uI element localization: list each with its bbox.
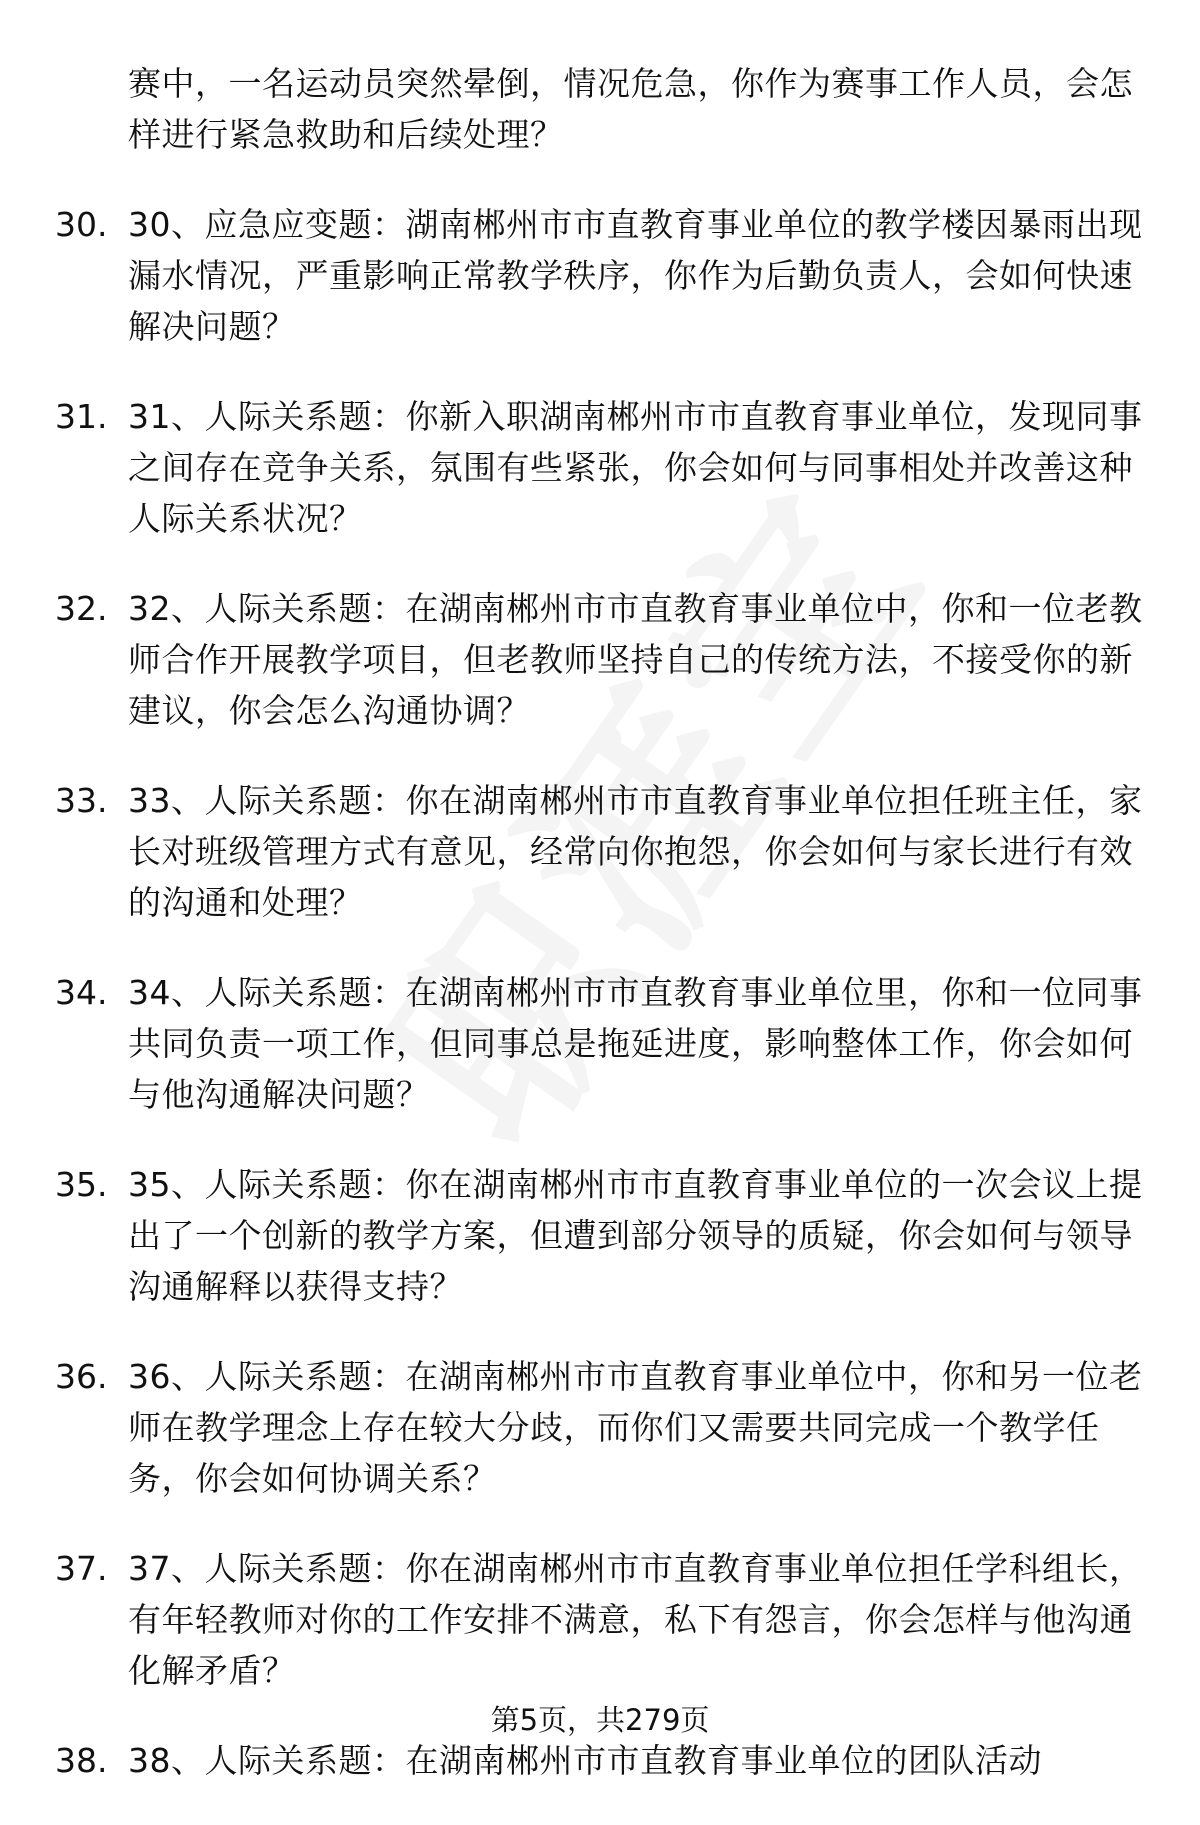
item-number: 35. [55, 1165, 108, 1204]
item-number: 37. [55, 1549, 108, 1588]
item-text: 34、人际关系题：在湖南郴州市市直教育事业单位里，你和一位同事共同负责一项工作，但同事总是拖延进度，影响整体工作，你会如何与他沟通解决问题？ [128, 973, 1143, 1114]
list-item [0, 967, 1200, 1120]
item-text: 38、人际关系题：在湖南郴州市市直教育事业单位的团队活动 [128, 1741, 1042, 1780]
item-number: 32. [55, 589, 108, 628]
item-text: 33、人际关系题：你在湖南郴州市市直教育事业单位担任班主任，家长对班级管理方式有意见，经常向你抱怨，你会如何与家长进行有效的沟通和处理？ [128, 781, 1143, 922]
list-item [0, 1543, 1200, 1696]
item-number: 38. [55, 1741, 108, 1780]
list-item [0, 1351, 1200, 1504]
item-number: 34. [55, 973, 108, 1012]
item-text: 37、人际关系题：你在湖南郴州市市直教育事业单位担任学科组长，有年轻教师对你的工作安排不满意，私下有怨言，你会怎样与他沟通化解矛盾？ [128, 1549, 1143, 1690]
question-list [0, 58, 1200, 1825]
item-text: 赛中，一名运动员突然晕倒，情况危急，你作为赛事工作人员，会怎样进行紧急救助和后续处理？ [128, 64, 1133, 154]
list-item [0, 199, 1200, 352]
item-text: 32、人际关系题：在湖南郴州市市直教育事业单位中，你和一位老教师合作开展教学项目，但老教师坚持自己的传统方法，不接受你的新建议，你会怎么沟通协调？ [128, 589, 1143, 730]
page-footer: 第5页，共279页 [490, 1703, 710, 1737]
item-text: 36、人际关系题：在湖南郴州市市直教育事业单位中，你和另一位老师在教学理念上存在较大分歧，而你们又需要共同完成一个教学任务，你会如何协调关系？ [128, 1357, 1143, 1498]
item-number: 36. [55, 1357, 108, 1396]
item-text: 35、人际关系题：你在湖南郴州市市直教育事业单位的一次会议上提出了一个创新的教学方案，但遭到部分领导的质疑，你会如何与领导沟通解释以获得支持？ [128, 1165, 1143, 1306]
item-text: 31、人际关系题：你新入职湖南郴州市市直教育事业单位，发现同事之间存在竞争关系，氛围有些紧张，你会如何与同事相处并改善这种人际关系状况？ [128, 397, 1143, 538]
list-item [0, 583, 1200, 736]
list-item [0, 1735, 1200, 1786]
item-text: 30、应急应变题：湖南郴州市市直教育事业单位的教学楼因暴雨出现漏水情况，严重影响正常教学秩序，你作为后勤负责人，会如何快速解决问题？ [128, 205, 1143, 346]
list-item [0, 58, 1200, 160]
item-number: 33. [55, 781, 108, 820]
item-number: 30. [55, 205, 108, 244]
item-number: 31. [55, 397, 108, 436]
list-item [0, 775, 1200, 928]
list-item [0, 391, 1200, 544]
list-item [0, 1159, 1200, 1312]
